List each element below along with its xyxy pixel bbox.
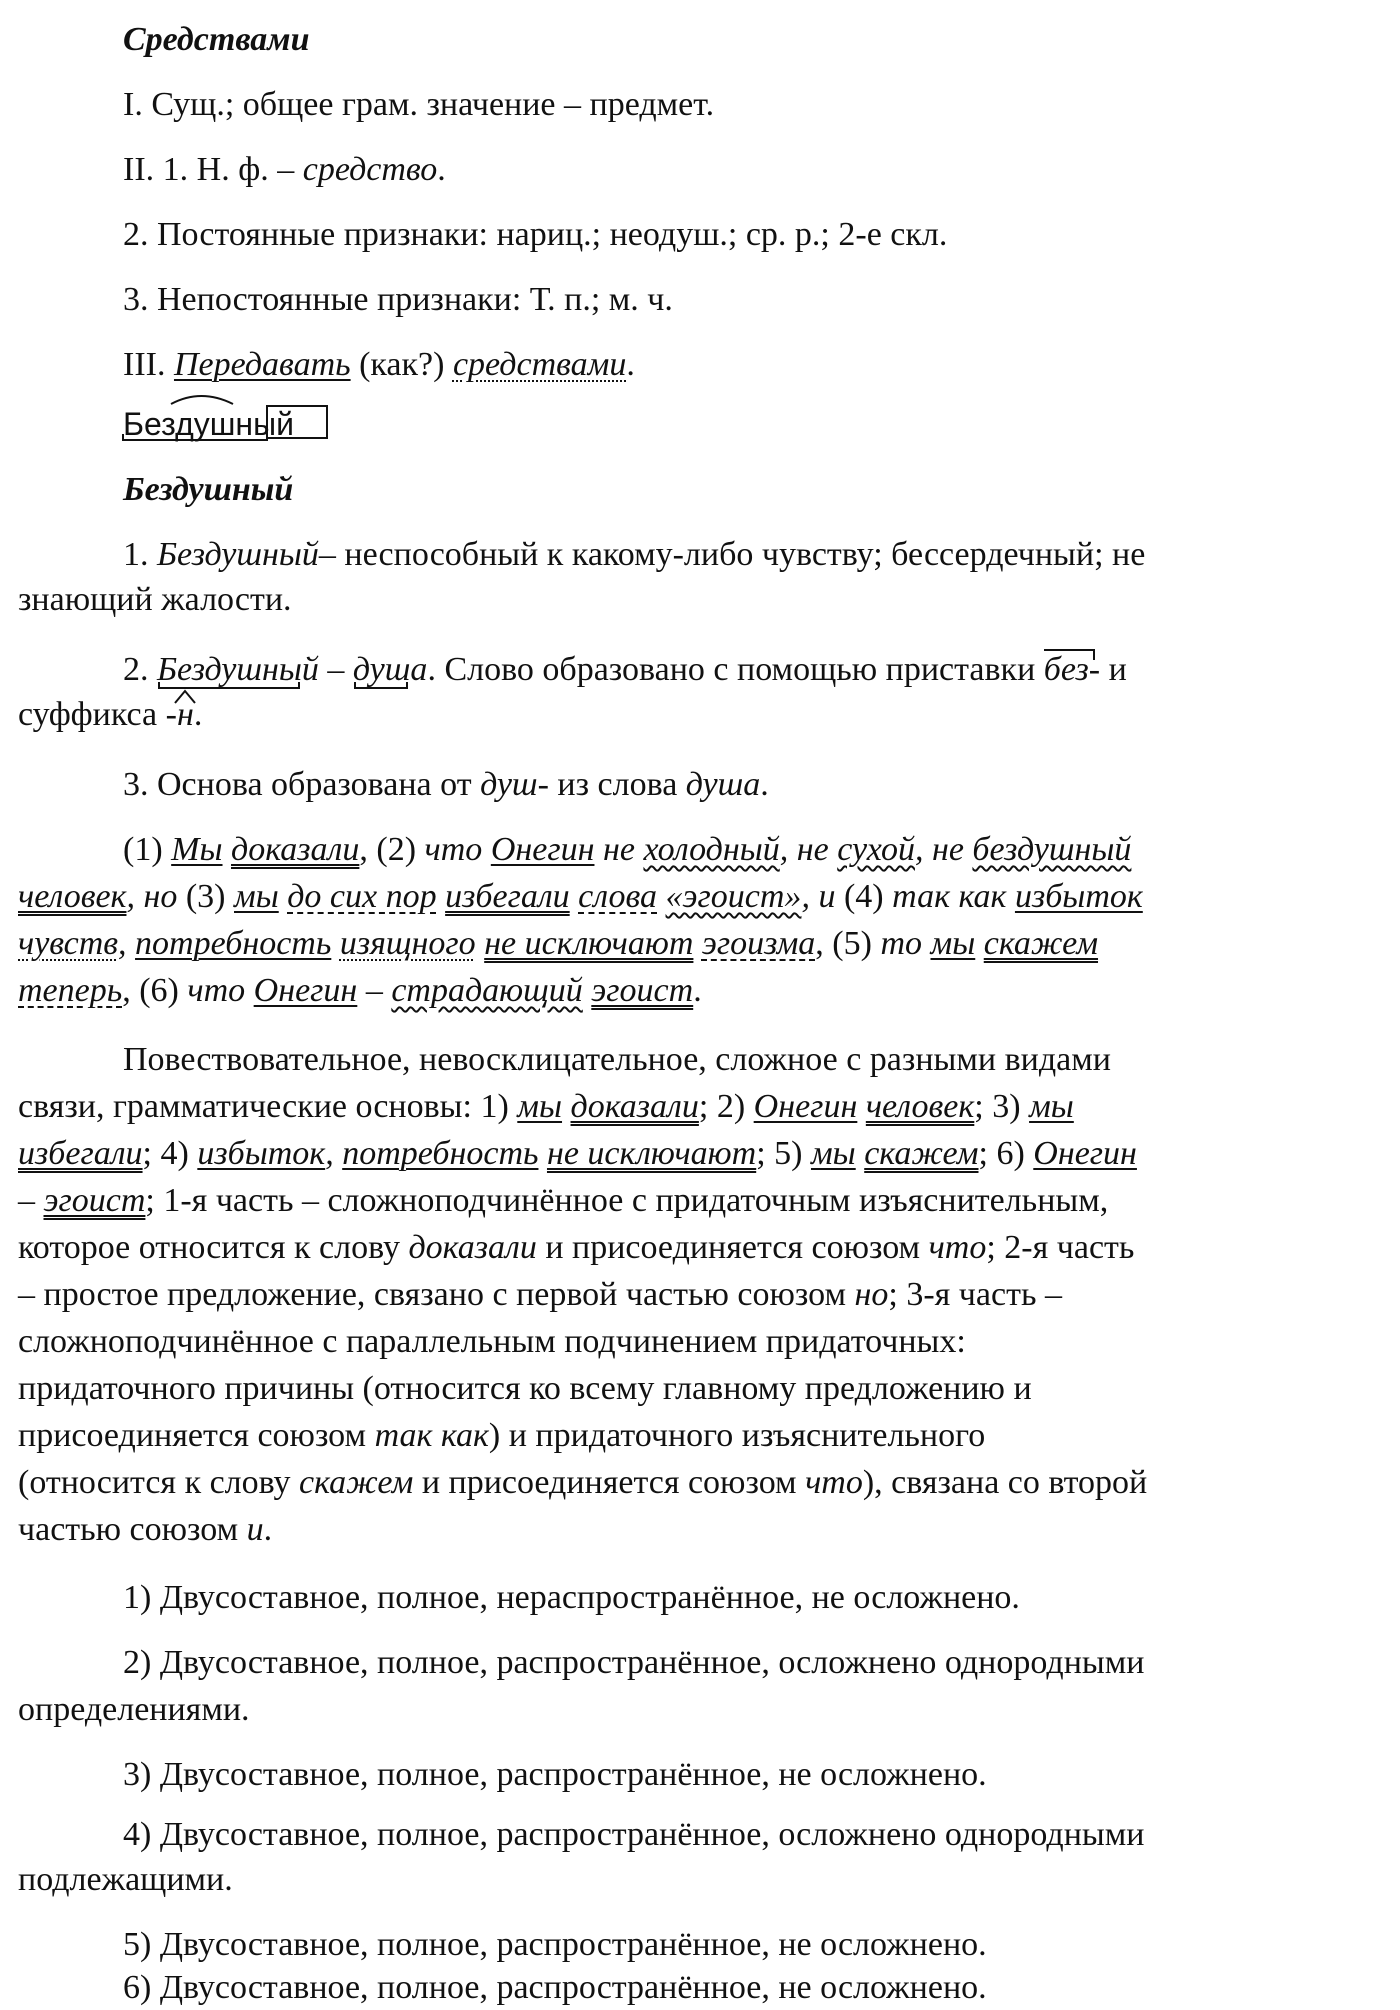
object: чувств — [18, 925, 119, 962]
morpheme-word — [123, 406, 294, 442]
initial-form: средство — [302, 151, 438, 188]
keyword: но — [854, 1276, 889, 1313]
keyword: так как — [374, 1417, 489, 1454]
predicate: не исключают — [546, 1135, 757, 1172]
analysis-line-2 — [18, 1087, 1074, 1127]
attribute: «эгоист» — [665, 878, 802, 915]
morph-line-2 — [123, 150, 446, 190]
deriv-word-bezdushny — [157, 650, 319, 690]
subject: мы — [234, 878, 279, 915]
lex-line-2: знающий жалости. — [18, 581, 292, 618]
text: не — [594, 831, 644, 868]
particle: то — [880, 925, 923, 962]
analysis-line-11 — [18, 1510, 272, 1550]
keyword: доказали — [408, 1229, 537, 1266]
text: 2. — [123, 651, 157, 688]
text: ; 6) — [978, 1135, 1034, 1172]
prefix-text: без — [1043, 651, 1089, 688]
analysis-line-9 — [18, 1416, 985, 1456]
text: – простое предложение, связано с первой частью союзом — [18, 1276, 855, 1313]
keyword: что — [805, 1464, 863, 1501]
heading-bezdushny: Бездушный — [123, 471, 294, 508]
part-2b: определениями. — [18, 1691, 250, 1728]
text: . — [437, 151, 446, 188]
conjunction: , но — [126, 878, 178, 915]
heading-sredstvami: Средствами — [123, 21, 310, 58]
text: (относится к слову — [18, 1464, 300, 1501]
base-line — [123, 765, 769, 805]
part-5: 5) Двусоставное, полное, распространённое, не осложнено. — [123, 1926, 987, 1963]
text: . — [193, 696, 203, 733]
analysis-line-8: придаточного причины (относится ко всему главному предложению и — [18, 1370, 1032, 1407]
deriv-word-text: душа — [352, 651, 428, 688]
predicate: эгоист — [591, 972, 694, 1009]
predicate: избегали — [445, 878, 570, 915]
predicate: доказали — [570, 1088, 699, 1125]
part-4b: подлежащими. — [18, 1861, 233, 1898]
subject: избыток — [1014, 878, 1143, 915]
text: . Слово образовано с помощью приставки — [427, 651, 1044, 688]
keyword: скажем — [299, 1464, 414, 1501]
text: ; 2-я часть — [986, 1229, 1135, 1266]
suffix-text: н — [176, 696, 194, 733]
subject: мы — [930, 925, 976, 962]
text: , (2) — [359, 831, 425, 868]
object: слова — [578, 878, 658, 915]
text: ; 5) — [756, 1135, 811, 1172]
text: III. — [123, 346, 174, 383]
predicate: скажем — [864, 1135, 979, 1172]
text: и присоединяется союзом — [536, 1229, 929, 1266]
part-6: 6) Двусоставное, полное, распространённое, не осложнено. — [123, 1969, 987, 2006]
text: , не — [914, 831, 973, 868]
part-2a: 2) Двусоставное, полное, распространённое, осложнено однородными — [123, 1644, 1145, 1681]
text: . — [693, 972, 702, 1009]
text: суффикса - — [18, 696, 177, 733]
attribute: холодный — [643, 831, 780, 868]
text: (4) — [835, 878, 893, 915]
deriv-line-2 — [18, 695, 202, 735]
conjunction: что — [424, 831, 483, 868]
text: – — [18, 1182, 44, 1219]
morph-line-4: 3. Непостоянные признаки: Т. п.; м. ч. — [123, 281, 673, 318]
text: (1) — [123, 831, 172, 868]
attribute: страдающий — [391, 972, 583, 1009]
sentence-line-2 — [18, 877, 1143, 917]
morpheme-diagram — [123, 405, 294, 445]
text: – — [318, 651, 353, 688]
subject: Мы — [171, 831, 223, 868]
text: присоединяется союзом — [18, 1417, 375, 1454]
text: ; 1-я часть – сложноподчинённое с придаточным изъяснительным, — [145, 1182, 1109, 1219]
text: ; 3) — [974, 1088, 1030, 1125]
predicate: эгоист — [43, 1182, 146, 1219]
subject: мы — [1029, 1088, 1074, 1125]
text: , — [118, 925, 136, 962]
morph-line-1: I. Сущ.; общее грам. значение – предмет. — [123, 86, 715, 123]
conjunction: , и — [801, 878, 836, 915]
text: 3. Основа образована от — [123, 766, 481, 803]
text: . — [760, 766, 769, 803]
text: (3) — [177, 878, 234, 915]
part-1: 1) Двусоставное, полное, нераспространённое, не осложнено. — [123, 1579, 1020, 1616]
analysis-line-1: Повествовательное, невосклицательное, сложное с разными видами — [123, 1041, 1111, 1078]
deriv-word-text: Бездушный — [157, 651, 319, 688]
text: которое относится к слову — [18, 1229, 409, 1266]
predicate: избегали — [18, 1135, 143, 1172]
text: частью союзом — [18, 1511, 247, 1548]
text: , — [325, 1135, 343, 1172]
question: (как?) — [350, 346, 453, 383]
predicate: скажем — [983, 925, 1099, 962]
text: ; 4) — [142, 1135, 198, 1172]
text: – неспособный к какому-либо чувству; бессердечный; не — [318, 536, 1146, 573]
predicate: человек — [18, 878, 127, 915]
text: - из слова — [537, 766, 686, 803]
word-sredstvami: средствами — [452, 346, 627, 383]
ending-part: ый — [253, 406, 294, 442]
deriv-line-1 — [123, 650, 1127, 690]
sentence-line-3 — [18, 924, 1098, 964]
sentence-line-4 — [18, 971, 702, 1011]
text: , (6) — [122, 972, 188, 1009]
attribute: сухой — [837, 831, 915, 868]
word-bezdushny: Бездушный — [157, 536, 319, 573]
text: II. 1. Н. ф. – — [123, 151, 303, 188]
text: ) и придаточного изъяснительного — [488, 1417, 986, 1454]
predicate: не исключают — [484, 925, 694, 962]
text: ), связана со второй — [862, 1464, 1148, 1501]
text: 1. — [123, 536, 157, 573]
subject: избыток — [197, 1135, 326, 1172]
analysis-line-7: сложноподчинённое с параллельным подчинением придаточных: — [18, 1323, 966, 1360]
analysis-line-3 — [18, 1134, 1137, 1174]
object: эгоизма — [701, 925, 816, 962]
text — [482, 831, 491, 868]
sentence-line-1 — [123, 830, 1131, 870]
text: , (5) — [815, 925, 881, 962]
deriv-word-dusha — [353, 650, 428, 690]
text: ; 3-я часть – — [888, 1276, 1062, 1313]
subject: Онегин — [490, 831, 595, 868]
text: . — [626, 346, 635, 383]
object: изящного — [339, 925, 476, 962]
stem-dush: душ — [480, 766, 538, 803]
root-part: Бездушн — [123, 406, 254, 442]
text: ; 2) — [698, 1088, 754, 1125]
attribute: бездушный — [972, 831, 1132, 868]
text: и присоединяется союзом — [413, 1464, 806, 1501]
subject: Онегин — [753, 1088, 858, 1125]
part-4a: 4) Двусоставное, полное, распространённое, осложнено однородными — [123, 1816, 1145, 1853]
keyword: что — [928, 1229, 987, 1266]
verb-peredavat: Передавать — [173, 346, 351, 383]
text: . — [263, 1511, 273, 1548]
conjunction: что — [187, 972, 246, 1009]
subject: Онегин — [253, 972, 358, 1009]
predicate: человек — [865, 1088, 975, 1125]
subject: потребность — [342, 1135, 539, 1172]
analysis-line-4 — [18, 1181, 1108, 1221]
part-3: 3) Двусоставное, полное, распространённое, не осложнено. — [123, 1756, 987, 1793]
text: , не — [779, 831, 838, 868]
subject: мы — [517, 1088, 563, 1125]
analysis-line-5 — [18, 1228, 1134, 1268]
text: связи, грамматические основы: 1) — [18, 1088, 518, 1125]
subject: Онегин — [1033, 1135, 1137, 1172]
subject: мы — [810, 1135, 856, 1172]
predicate: доказали — [231, 831, 360, 868]
lex-line-1 — [123, 535, 1145, 575]
text: - и — [1088, 651, 1127, 688]
analysis-line-6 — [18, 1275, 1062, 1315]
suffix-n — [177, 695, 194, 735]
subject: потребность — [135, 925, 332, 962]
morph-line-3: 2. Постоянные признаки: нариц.; неодуш.; ср. р.; 2-е скл. — [123, 216, 948, 253]
keyword: и — [246, 1511, 264, 1548]
analysis-line-10 — [18, 1463, 1147, 1503]
conjunction: так как — [892, 878, 1007, 915]
word-dusha: душа — [685, 766, 761, 803]
morph-line-5 — [123, 345, 635, 385]
adverbial: до сих пор — [287, 878, 437, 915]
text: – — [357, 972, 392, 1009]
prefix-bez — [1044, 650, 1089, 690]
adverbial: теперь — [18, 972, 123, 1009]
